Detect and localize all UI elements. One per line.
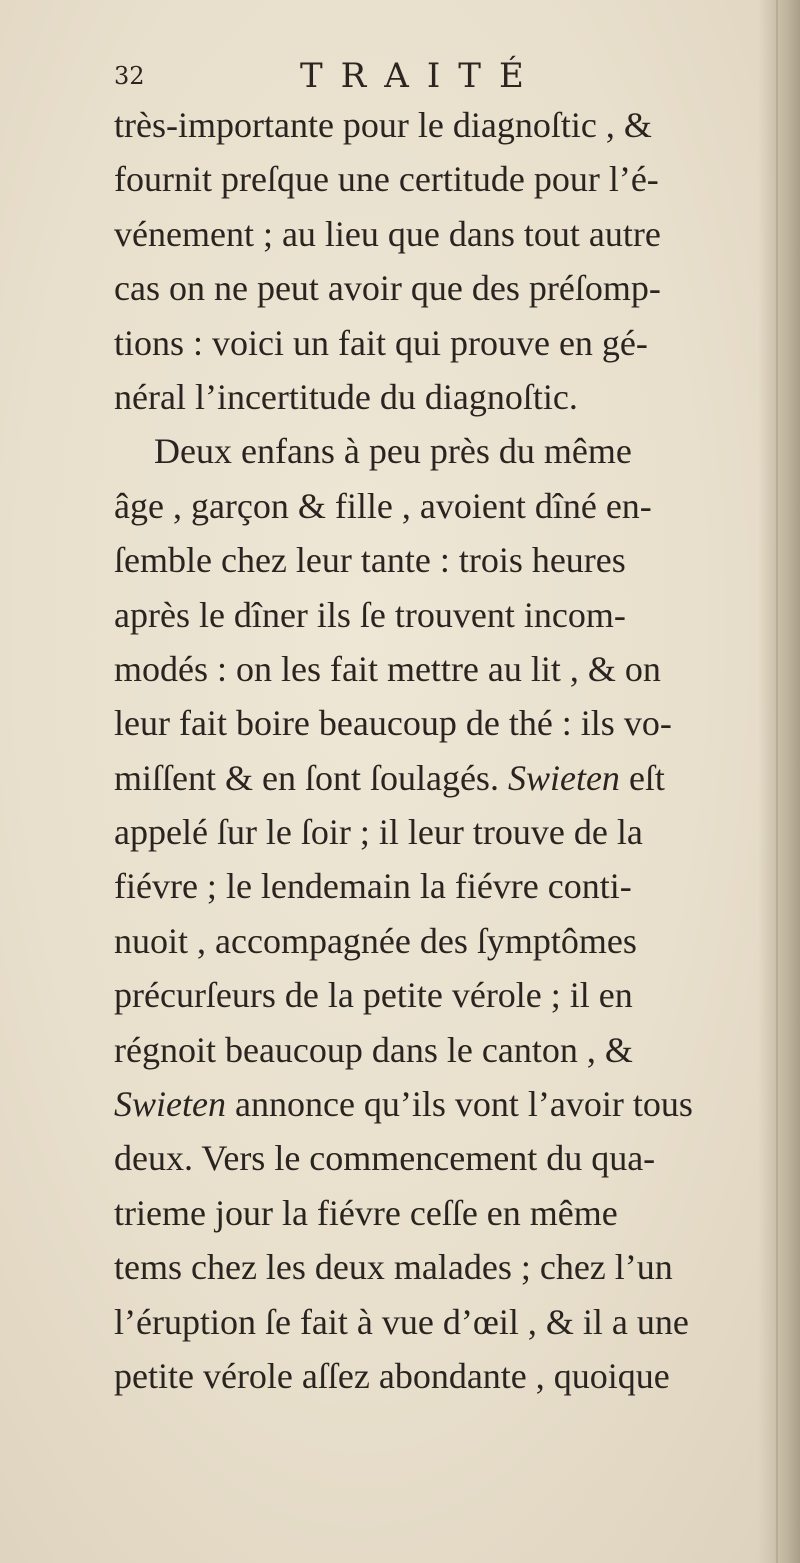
text-line: trieme jour la fiévre ceſſe en même [114,1192,618,1233]
text-line: ſemble chez leur tante : trois heures [114,540,626,581]
text-line: précurſeurs de la petite vérole ; il en [114,975,633,1016]
text-line [114,751,714,805]
running-header [114,56,674,100]
text-line: très-importante pour le diagnoſtic , & [114,105,652,145]
text-line: néral l’incertitude du diagnoſtic. [114,376,578,417]
text-line: tions : voici un fait qui prouve en gé- [114,322,648,363]
text-line: vénement ; au lieu que dans tout autre [114,213,661,254]
text-segment: annonce qu’ils vont l’avoir tous [225,1084,693,1125]
text-line: régnoit beaucoup dans le canton , & [114,1029,633,1070]
text-line: petite vérole aſſez abondante , quoique [114,1355,670,1396]
text-line: deux. Vers le commencement du qua- [114,1138,656,1179]
text-segment: miſſent & en ſont ſoulagés. [114,757,508,798]
paragraph-start-line: Deux enfans à peu près du même [154,431,632,472]
text-segment: eſt [619,757,665,798]
text-line [114,1077,714,1131]
italic-name: Swieten [114,1084,226,1125]
text-line: leur fait boire beaucoup de thé : ils vo- [114,703,672,744]
text-line: cas on ne peut avoir que des préſomp- [114,268,661,309]
text-line: tems chez les deux malades ; chez l’un [114,1247,673,1288]
page-edge-shadow [758,0,800,1563]
italic-name: Swieten [507,757,620,798]
text-line: après le dîner ils ſe trouvent incom- [114,594,626,635]
binding-line [776,0,778,1563]
text-line: nuoit , accompagnée des ſymptômes [114,920,637,961]
page-number: 32 [114,62,145,90]
text-line: âge , garçon & fille , avoient dîné en- [114,485,652,526]
text-line: fiévre ; le lendemain la fiévre conti- [114,866,632,907]
text-line: fournit preſque une certitude pour l’é- [114,159,659,200]
text-line: l’éruption ſe fait à vue d’œil , & il a une [114,1301,689,1342]
body-text [114,98,714,1403]
text-line: appelé ſur le ſoir ; il leur trouve de la [114,812,643,853]
text-line: modés : on les fait mettre au lit , & on [114,648,661,689]
running-title: TRAITÉ [300,56,542,96]
